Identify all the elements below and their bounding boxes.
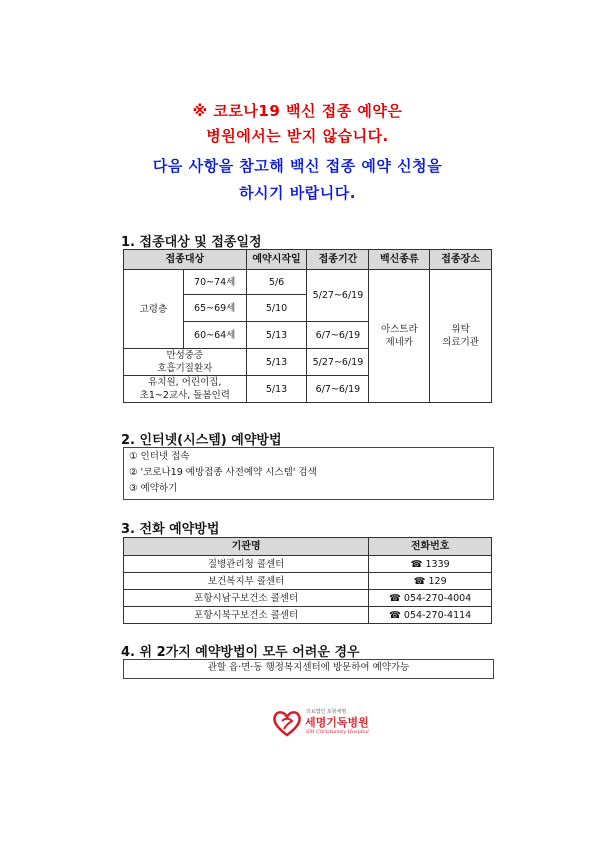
phone-cell: ☎ 1339: [369, 556, 492, 573]
start-cell: 5/13: [246, 376, 307, 403]
notice-line-1: ※ 코로나19 백신 접종 예약은: [192, 102, 403, 120]
hospital-logo: [272, 708, 372, 738]
phone-cell: ☎ 054-270-4004: [369, 590, 492, 607]
age-cell: 70~74세: [183, 270, 246, 295]
internet-steps-box: [123, 447, 494, 500]
section1-heading: 1. 접종대상 및 접종일정: [121, 235, 262, 250]
period-cell: 5/27~6/19: [307, 270, 369, 322]
elderly-label: 고령층: [124, 270, 184, 349]
header-org: 기관명: [124, 538, 369, 556]
section4-heading: 4. 위 2가지 예약방법이 모두 어려운 경우: [121, 645, 360, 660]
start-cell: 5/10: [246, 295, 307, 322]
start-cell: 5/13: [246, 349, 307, 376]
logo-tagline: 의료법인 포항세명: [306, 709, 347, 715]
visit-text: 관할 읍·면·동 행정복지센터에 방문하여 예약가능: [207, 662, 410, 673]
age-cell: 60~64세: [183, 322, 246, 349]
start-cell: 5/6: [246, 270, 307, 295]
step-item: ③ 예약하기: [129, 483, 178, 494]
org-cell: 포항시북구보건소 콜센터: [124, 607, 369, 624]
telephone-icon: ☎: [389, 592, 401, 604]
notice-line-3: 다음 사항을 참고해 백신 접종 예약 신청을: [152, 157, 443, 175]
heart-logo-icon: [272, 709, 302, 737]
header-phone: 전화번호: [369, 538, 492, 556]
section3-heading: 3. 전화 예약방법: [121, 522, 220, 537]
step-item: ① 인터넷 접속: [129, 451, 190, 462]
header-place: 접종장소: [430, 250, 492, 270]
period-cell: 5/27~6/19: [307, 349, 369, 376]
period-cell: 6/7~6/19: [307, 322, 369, 349]
header-vaccine: 백신종류: [369, 250, 430, 270]
chronic-target: 만성중증 호흡기질환자: [124, 349, 247, 376]
header-period: 접종기간: [307, 250, 369, 270]
age-cell: 65~69세: [183, 295, 246, 322]
org-cell: 포항시남구보건소 콜센터: [124, 590, 369, 607]
phone-cell: ☎ 129: [369, 573, 492, 590]
period-cell: 6/7~6/19: [307, 376, 369, 403]
start-cell: 5/13: [246, 322, 307, 349]
schedule-table: [123, 249, 492, 403]
telephone-icon: ☎: [410, 558, 423, 570]
care-target: 유치원, 어린이집, 초1~2교사, 돌봄인력: [124, 376, 247, 403]
header-start: 예약시작일: [246, 250, 307, 270]
notice-line-4: 하시기 바랍니다.: [239, 184, 356, 202]
phone-table: [123, 537, 492, 624]
phone-cell: ☎ 054-270-4114: [369, 607, 492, 624]
header-target: 접종대상: [124, 250, 247, 270]
logo-english: SM Christianity Hospital: [306, 729, 369, 735]
notice-line-2: 병원에서는 받지 않습니다.: [206, 127, 389, 145]
visit-box: [123, 659, 494, 679]
section2-heading: 2. 인터넷(시스템) 예약방법: [121, 433, 282, 448]
telephone-icon: ☎: [389, 609, 401, 621]
org-cell: 보건복지부 콜센터: [124, 573, 369, 590]
telephone-icon: ☎: [413, 575, 426, 587]
place-cell: 위탁 의료기관: [430, 270, 492, 403]
vaccine-cell: 아스트라 제네카: [369, 270, 430, 403]
logo-name: 세명기독병원: [305, 716, 369, 729]
step-item: ② '코로나19 예방접종 사전예약 시스템' 검색: [129, 467, 317, 478]
org-cell: 질병관리청 콜센터: [124, 556, 369, 573]
